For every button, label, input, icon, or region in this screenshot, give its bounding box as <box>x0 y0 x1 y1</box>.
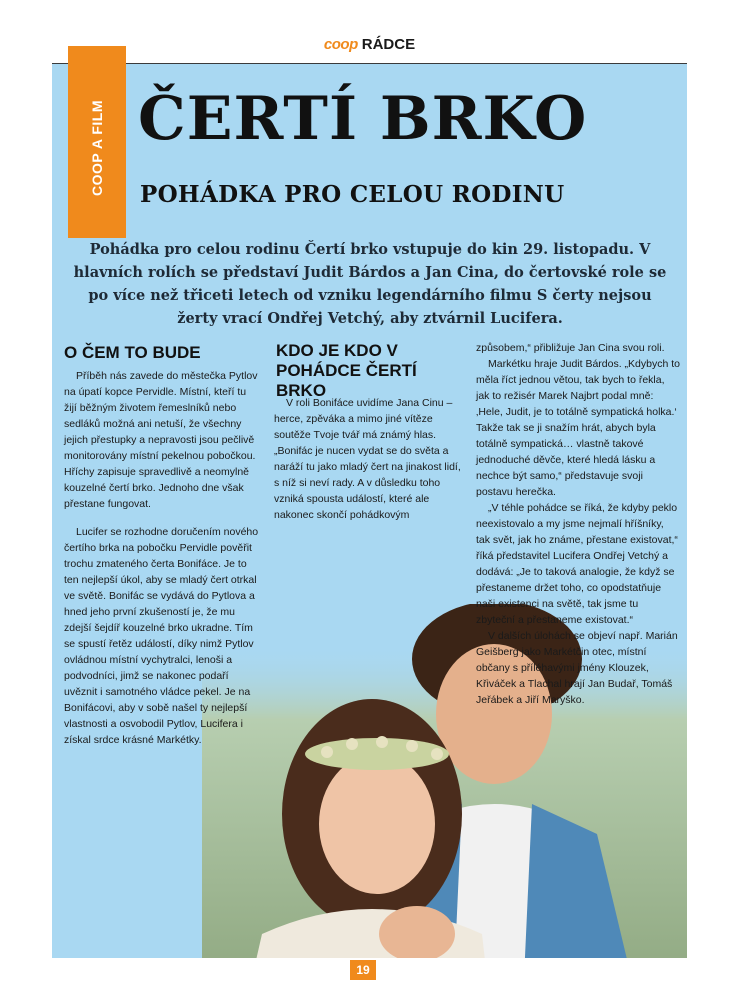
section-name: RÁDCE <box>361 36 416 53</box>
column2-text <box>274 395 464 523</box>
column1-paragraph: Lucifer se rozhodne doručením nového čertího brka na pobočku Pervidle pověřit trochu zmateného čerta Bonifáce. Je to ten nejlepší úkol, aby se mladý čert otrkal ve světě. Bonifác se vydává do Pytlova a hned jeho první zkušeností je, že mu zdejší šejdíř kouzelné brko ukradne. Tím se spustí řetěz událostí, díky nimž Pytlov ovládnou místní vychytralci, lenoši a podvodníci, jimž se nakonec podaří uvěznit i samotného vládce pekel. Je na Bonifácovi, aby v sobě našel ty nejlepší vlastnosti a osvobodil Pytlov, Lucifera i získal srdce krásné Markétky. <box>64 526 259 746</box>
lead-paragraph: Pohádka pro celou rodinu Čertí brko vstupuje do kin 29. listopadu. V hlavních rolích se představí Judit Bárdos a Jan Cina, do čertovské role se po více než třiceti letech od vzniku legendárního filmu S čerty nejsou žerty vrací Ondřej Vetchý, aby ztvárnil Lucifera. <box>73 241 667 327</box>
coop-logo: coop <box>323 36 358 53</box>
column3-paragraph: způsobem,“ přibližuje Jan Cina svou roli. <box>476 342 665 354</box>
column3-paragraph: „V téhle pohádce se říká, že kdyby peklo neexistovalo a my jsme nejmalí hříšníky, tak svět, jak ho známe, přestane existovat,“ říká představitel Lucifera Ondřej Vetchý a dodává: „Je to taková analogie, že když se přestaneme držet toho, co opodstatňuje naši existenci na světě, tak jsme tu zbyteční a přestaneme existovat.“ <box>476 502 678 626</box>
column2-paragraph: V roli Bonifáce uvidíme Jana Cinu – herce, zpěváka a mimo jiné vítěze soutěže Tvoje tvář má známý hlas. „Bonifác je nucen vydat se do světa a naráží tu jako mladý čert na jinakost lidí, s níž si neví rady. A v důsledku toho vzniká spousta událostí, které ale nakonec skončí pohádkovým <box>274 397 461 521</box>
column2-heading: KDO JE KDO V POHÁDCE ČERTÍ BRKO <box>276 341 417 400</box>
article-subtitle: POHÁDKA PRO CELOU RODINU <box>140 181 565 208</box>
article-title: ČERTÍ BRKO <box>138 84 588 154</box>
section-tab-label: COOP A FILM <box>89 100 105 196</box>
column3-text <box>476 340 680 708</box>
column1-paragraph: Příběh nás zavede do městečka Pytlov na úpatí kopce Pervidle. Místní, kteří tu žijí běžným životem řemeslníků nebo sedláků možná ani netuší, že všechny jejich přestupky a nepravosti jsou pečlivě monitorovány místní pekelnou pobočkou. Hříchy zapisuje spravedlivě a neomylně kouzelné čertí brko. Jednoho dne však přestane fungovat. <box>64 370 258 510</box>
column3-paragraph: V dalších úlohách se objeví např. Marián Geišberg jako Markétčin otec, místní občany s příléhavými jmény Klouzek, Křiváček a Tlachal hrají Jan Budař, Tomáš Jeřábek a Jiří Maryško. <box>476 630 678 706</box>
column1-heading: O ČEM TO BUDE <box>64 343 201 362</box>
column1-text <box>64 368 260 748</box>
column3-paragraph: Markétku hraje Judit Bárdos. „Kdybych to měla říct jednou větou, tak bych to řekla, jak to režisér Marek Najbrt podal mně: ‚Hele, Judit, je to totálně sympatická holka.‘ Takže tak se ji snažím hrát, abych byla totálně sympatická… vlastně takové jednoduché děvče, které hledá lásku a nechce být samo,“ představuje svoji postavu herečka. <box>476 358 681 498</box>
page-number: 19 <box>350 960 376 980</box>
